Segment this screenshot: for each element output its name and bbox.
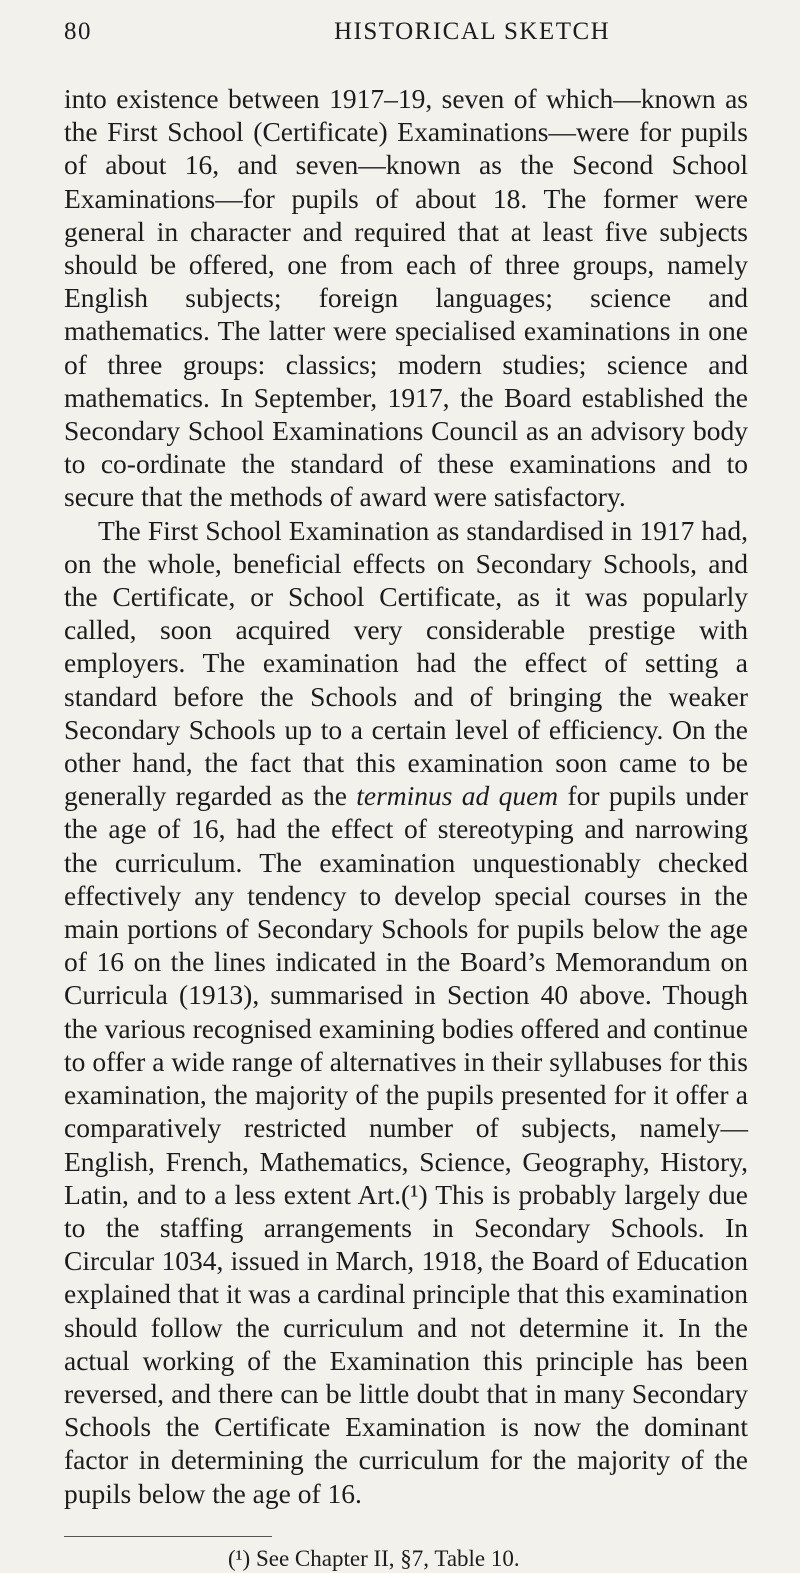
running-head — [64, 4, 748, 60]
paragraph-2 — [64, 514, 748, 1510]
book-page — [0, 4, 800, 1571]
paragraph-2-text-start: The First School Examination as standardised in 1917 had, on the whole, beneficial effects on Secondary Schools, and the Certificate, or School Certificate, as it was popularly called, soon acquired very considerable prestige with employers. The examination had the effect of setting a standard before the Schools and of bringing the weaker Secondary Schools up to a certain level of efficiency. On the other hand, the fact that this examination soon came to be generally regarded as the — [64, 514, 748, 812]
latin-phrase: terminus ad quem — [356, 780, 559, 812]
footnote-rule — [64, 1536, 272, 1537]
footnote: (¹) See Chapter II, §7, Table 10. — [228, 1545, 520, 1571]
running-title: HISTORICAL SKETCH — [334, 18, 611, 45]
page-number: 80 — [64, 18, 92, 45]
paragraph-2-text-end: for pupils under the age of 16, had the effect of stereotyping and narrowing the curriculum. The examination unquestionably checked effectively any tendency to develop special courses in the main portions of Secondary Schools for pupils below the age of 16 on the lines indicated in the Board’s Memorandum on Curricula (1913), summarised in Section 40 above. Though the various recognised examining bodies offered and continue to offer a wide range of alternatives in their syllabuses for this examination, the majority of the pupils presented for it offer a comparatively restricted number of subjects, namely—English, French, Mathematics, Science, Geography, History, Latin, and to a less extent Art.(¹) This is probably largely due to the staffing arrangements in Secondary Schools. In Circular 1034, issued in March, 1918, the Board of Education explained that it was a cardinal principle that this examination should follow the curriculum and not determine it. In the actual working of the Examination this principle has been reversed, and there can be little doubt that in many Secondary Schools the Certificate Examination is now the dominant factor in determining the curriculum for the majority of the pupils below the age of 16. — [64, 780, 749, 1509]
paragraph-1: into existence between 1917–19, seven of which—known as the First School (Certificate) Examinations—were for pupils of about 16, and seven—known as the Second School Examinations—for pupils of about 18. The former were general in character and required that at least five subjects should be offered, one from each of three groups, namely English subjects; foreign languages; science and mathematics. The latter were specialised examinations in one of three groups: classics; modern studies; science and mathematics. In September, 1917, the Board established the Secondary School Examinations Council as an advisory body to co-ordinate the standard of these examinations and to secure that the methods of award were satisfactory. — [64, 83, 748, 513]
